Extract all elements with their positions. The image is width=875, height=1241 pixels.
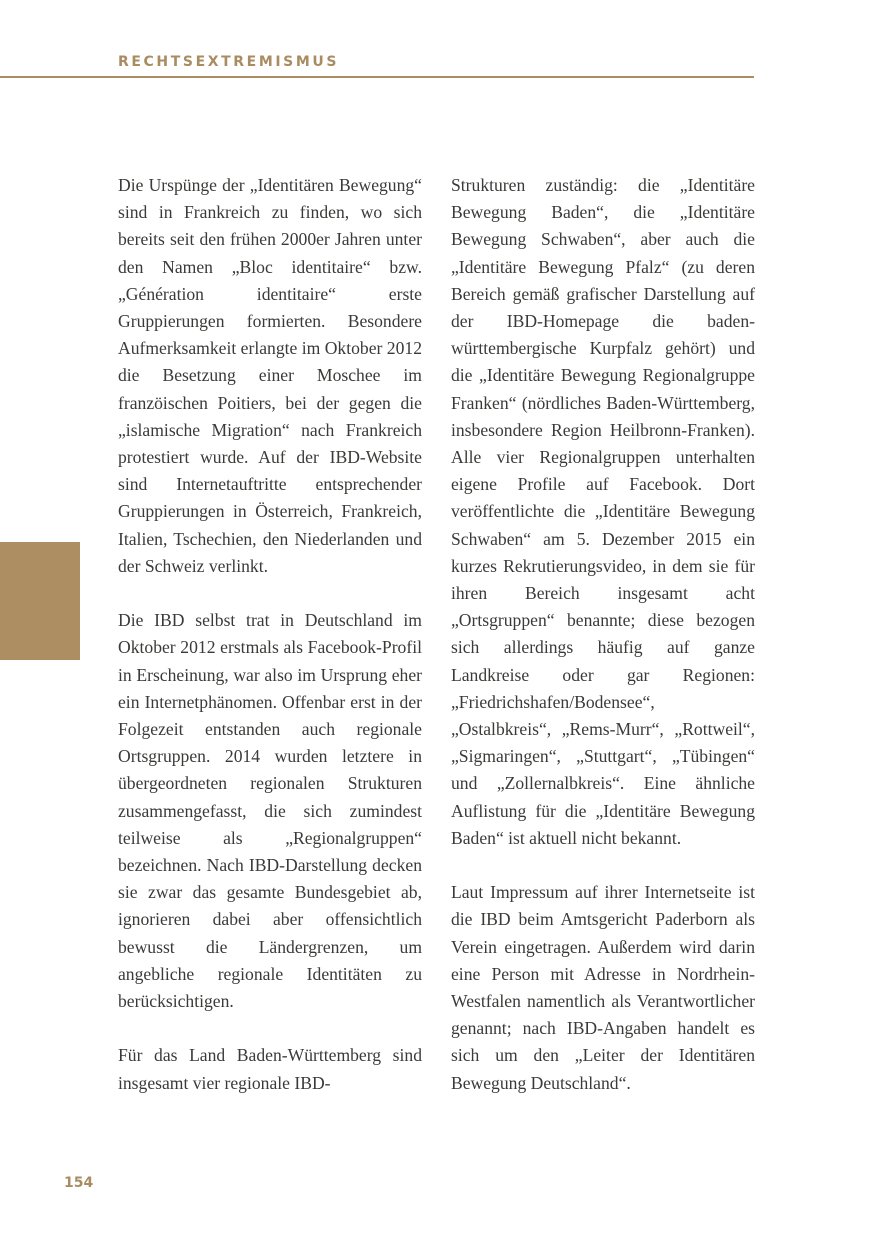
running-title: RECHTSEXTREMISMUS: [118, 54, 340, 70]
page-number: 154: [64, 1175, 94, 1191]
body-paragraph: Für das Land Baden-Württemberg sind insgesamt vier regionale IBD-: [118, 1045, 422, 1093]
body-paragraph: Laut Impressum auf ihrer Internetseite ist die IBD beim Amtsgericht Paderborn als Verein eingetragen. Außerdem wird darin eine Person mit Adresse in Nordrhein-Westfalen namentlich als Verantwortlicher genannt; nach IBD-Angaben handelt es sich um den „Leiter der Identitären Bewegung Deutschland“.: [451, 882, 755, 1093]
header-rule: [0, 76, 754, 78]
body-paragraph: Die Urspünge der „Identitären Bewegung“ sind in Frankreich zu finden, wo sich bereits seit den frühen 2000er Jahren unter den Namen „Bloc identitaire“ bzw. „Génération identitaire“ erste Gruppierungen formierten. Besondere Aufmerksamkeit erlangte im Oktober 2012 die Besetzung einer Moschee im franzöischen Poitiers, bei der gegen die „islamische Migration“ nach Frankreich protestiert wurde. Auf der IBD-Website sind Internetauftritte entsprechender Gruppierungen in Österreich, Frankreich, Italien, Tschechien, den Niederlanden und der Schweiz verlinkt.: [118, 175, 422, 576]
chapter-thumb-tab: [0, 542, 80, 660]
body-paragraph: Die IBD selbst trat in Deutschland im Oktober 2012 erstmals als Facebook-Profil in Erscheinung, war also im Ursprung eher ein Internetphänomen. Offenbar erst in der Folgezeit entstanden auch regionale Ortsgruppen. 2014 wurden letztere in übergeordneten regionalen Strukturen zusammengefasst, die sich zumindest teilweise als „Regionalgruppen“ bezeichnen. Nach IBD-Darstellung decken sie zwar das gesamte Bundesgebiet ab, ignorieren dabei aber offensichtlich bewusst die Ländergrenzen, um angebliche regionale Identitäten zu berücksichtigen.: [118, 610, 422, 1012]
left-column: [118, 172, 422, 1097]
right-column: [451, 172, 755, 1097]
body-paragraph: Strukturen zuständig: die „Identitäre Bewegung Baden“, die „Identitäre Bewegung Schwaben“, aber auch die „Identitäre Bewegung Pfalz“ (zu deren Bereich gemäß grafischer Darstellung auf der IBD-Homepage die baden-württembergische Kurpfalz gehört) und die „Identitäre Bewegung Regionalgruppe Franken“ (nördliches Baden-Württemberg, insbesondere Region Heilbronn-Franken). Alle vier Regionalgruppen unterhalten eigene Profile auf Facebook. Dort veröffentlichte die „Identitäre Bewegung Schwaben“ am 5. Dezember 2015 ein kurzes Rekrutierungsvideo, in dem sie für ihren Bereich insgesamt acht „Ortsgruppen“ benannte; diese bezogen sich allerdings häufig auf ganze Landkreise oder gar Regionen: „Friedrichshafen/Bodensee“, „Ostalbkreis“, „Rems-Murr“, „Rottweil“, „Sigmaringen“, „Stuttgart“, „Tübingen“ und „Zollernalbkreis“. Eine ähnliche Auflistung für die „Identitäre Bewegung Baden“ ist aktuell nicht bekannt.: [451, 175, 755, 848]
